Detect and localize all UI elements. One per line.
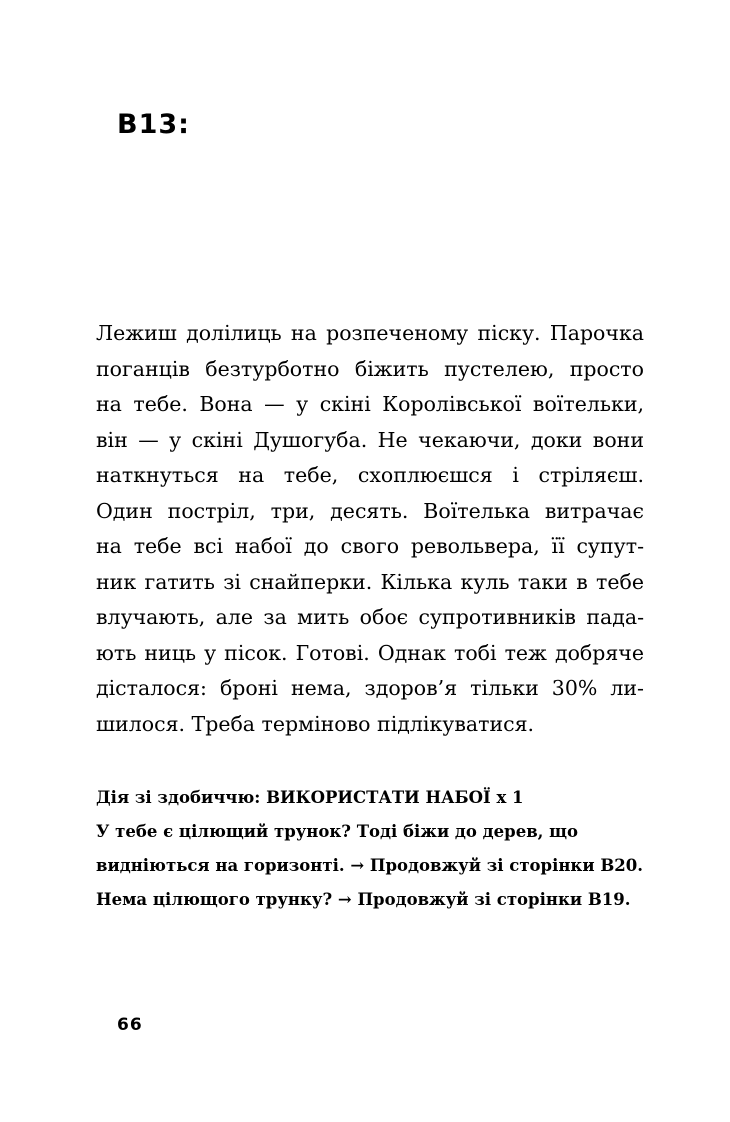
choice-line-goto-b19: Нема цілющого трунку? → Продовжуй зі сторінки В19.: [96, 890, 631, 909]
section-heading: B13:: [117, 109, 190, 140]
choice-line-goto-b20: видніються на горизонті. → Продовжуй зі сторінки В20.: [96, 856, 643, 875]
story-paragraph: [96, 316, 644, 742]
story-line: Лежиш долілиць на розпеченому піску. Парочка: [96, 321, 644, 345]
story-line: поганців безтурботно біжить пустелею, просто: [96, 356, 644, 381]
story-line: на тебе всі набої до свого револьвера, її супут-: [96, 534, 644, 558]
story-line: Один постріл, три, десять. Воїтелька витрачає: [96, 498, 644, 523]
loot-action-line: Дія зі здобиччю: ВИКОРИСТАТИ НАБОЇ x 1: [96, 788, 524, 807]
story-line: влучають, але за мить обоє супротивників пада-: [96, 605, 644, 629]
choice-line: У тебе є цілющий трунок? Тоді біжи до дерев, що: [96, 822, 579, 841]
page-number: 66: [117, 1015, 143, 1035]
story-line: дісталося: броні нема, здоров’я тільки 30% ли-: [96, 676, 644, 700]
story-line: ють ниць у пісок. Готові. Однак тобі теж добряче: [96, 640, 644, 665]
story-line: шилося. Треба терміново підлікуватися.: [96, 711, 535, 736]
story-line: ник гатить зі снайперки. Кілька куль таки в тебе: [96, 569, 644, 594]
story-line: він — у скіні Душогуба. Не чекаючи, доки вони: [96, 427, 644, 452]
action-block: [96, 781, 656, 917]
story-line: наткнуться на тебе, схоплюєшся і стріляєш.: [96, 463, 644, 487]
story-line: на тебе. Вона — у скіні Королівської воїтельки,: [96, 392, 644, 416]
